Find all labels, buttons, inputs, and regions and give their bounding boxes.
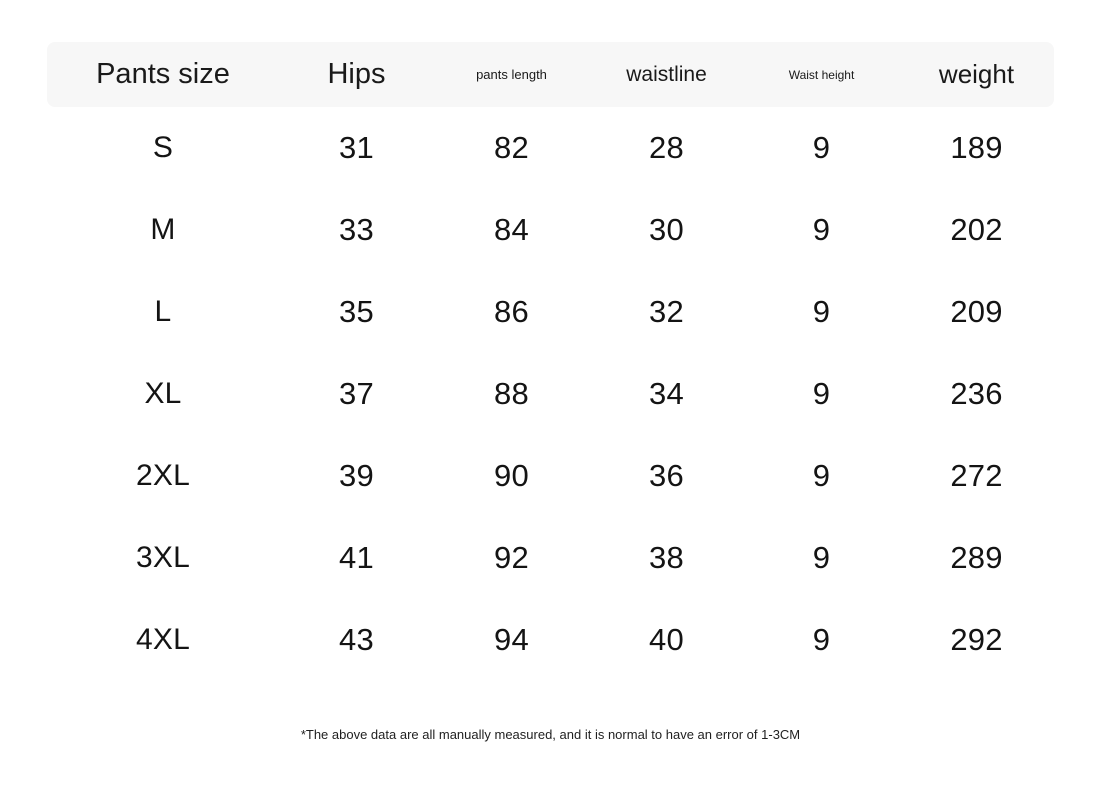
table-row bbox=[47, 599, 1054, 681]
table-row bbox=[47, 189, 1054, 271]
column-header-waist-height: Waist height bbox=[788, 67, 855, 82]
cell-waistline: 38 bbox=[649, 540, 684, 575]
cell-weight: 236 bbox=[950, 376, 1003, 411]
size-table-container bbox=[47, 42, 1054, 681]
cell-pants-length: 88 bbox=[494, 376, 529, 411]
cell-waist-height: 9 bbox=[812, 376, 831, 411]
table-header-row bbox=[47, 42, 1054, 107]
cell-size: S bbox=[152, 131, 174, 164]
cell-waistline: 30 bbox=[649, 212, 684, 247]
cell-waistline: 36 bbox=[649, 458, 684, 493]
cell-waist-height: 9 bbox=[812, 622, 831, 657]
column-header-pants-size: Pants size bbox=[96, 58, 230, 90]
cell-pants-length: 92 bbox=[494, 540, 529, 575]
cell-weight: 289 bbox=[950, 540, 1003, 575]
cell-weight: 189 bbox=[950, 130, 1003, 165]
cell-waistline: 40 bbox=[649, 622, 684, 657]
cell-waist-height: 9 bbox=[812, 540, 831, 575]
table-row bbox=[47, 107, 1054, 189]
cell-hips: 33 bbox=[339, 212, 374, 247]
table-row bbox=[47, 517, 1054, 599]
cell-weight: 272 bbox=[950, 458, 1003, 493]
cell-size: XL bbox=[144, 377, 182, 410]
cell-pants-length: 94 bbox=[494, 622, 529, 657]
cell-size: 3XL bbox=[136, 541, 190, 574]
cell-size: 2XL bbox=[136, 459, 190, 492]
cell-weight: 202 bbox=[950, 212, 1003, 247]
column-header-waistline: waistline bbox=[626, 62, 707, 86]
cell-size: 4XL bbox=[136, 623, 190, 656]
cell-size: L bbox=[154, 295, 172, 328]
column-header-weight: weight bbox=[938, 59, 1015, 89]
cell-hips: 43 bbox=[339, 622, 374, 657]
cell-size: M bbox=[150, 213, 176, 246]
measurement-disclaimer: *The above data are all manually measured, and it is normal to have an error of 1-3CM bbox=[300, 727, 801, 742]
cell-hips: 35 bbox=[339, 294, 374, 329]
table-header bbox=[47, 42, 1054, 107]
size-table bbox=[47, 42, 1054, 681]
cell-weight: 292 bbox=[950, 622, 1003, 657]
cell-hips: 31 bbox=[339, 130, 374, 165]
cell-pants-length: 90 bbox=[494, 458, 529, 493]
cell-waistline: 34 bbox=[649, 376, 684, 411]
cell-waistline: 32 bbox=[649, 294, 684, 329]
cell-weight: 209 bbox=[950, 294, 1003, 329]
column-header-pants-length: pants length bbox=[476, 67, 547, 82]
table-row bbox=[47, 271, 1054, 353]
column-header-hips: Hips bbox=[327, 58, 386, 90]
table-body bbox=[47, 107, 1054, 681]
cell-hips: 39 bbox=[339, 458, 374, 493]
cell-pants-length: 82 bbox=[494, 130, 529, 165]
cell-waist-height: 9 bbox=[812, 294, 831, 329]
cell-waistline: 28 bbox=[649, 130, 684, 165]
table-row bbox=[47, 353, 1054, 435]
cell-hips: 37 bbox=[339, 376, 374, 411]
cell-waist-height: 9 bbox=[812, 458, 831, 493]
cell-waist-height: 9 bbox=[812, 212, 831, 247]
cell-waist-height: 9 bbox=[812, 130, 831, 165]
cell-pants-length: 84 bbox=[494, 212, 529, 247]
table-row bbox=[47, 435, 1054, 517]
cell-pants-length: 86 bbox=[494, 294, 529, 329]
cell-hips: 41 bbox=[339, 540, 374, 575]
